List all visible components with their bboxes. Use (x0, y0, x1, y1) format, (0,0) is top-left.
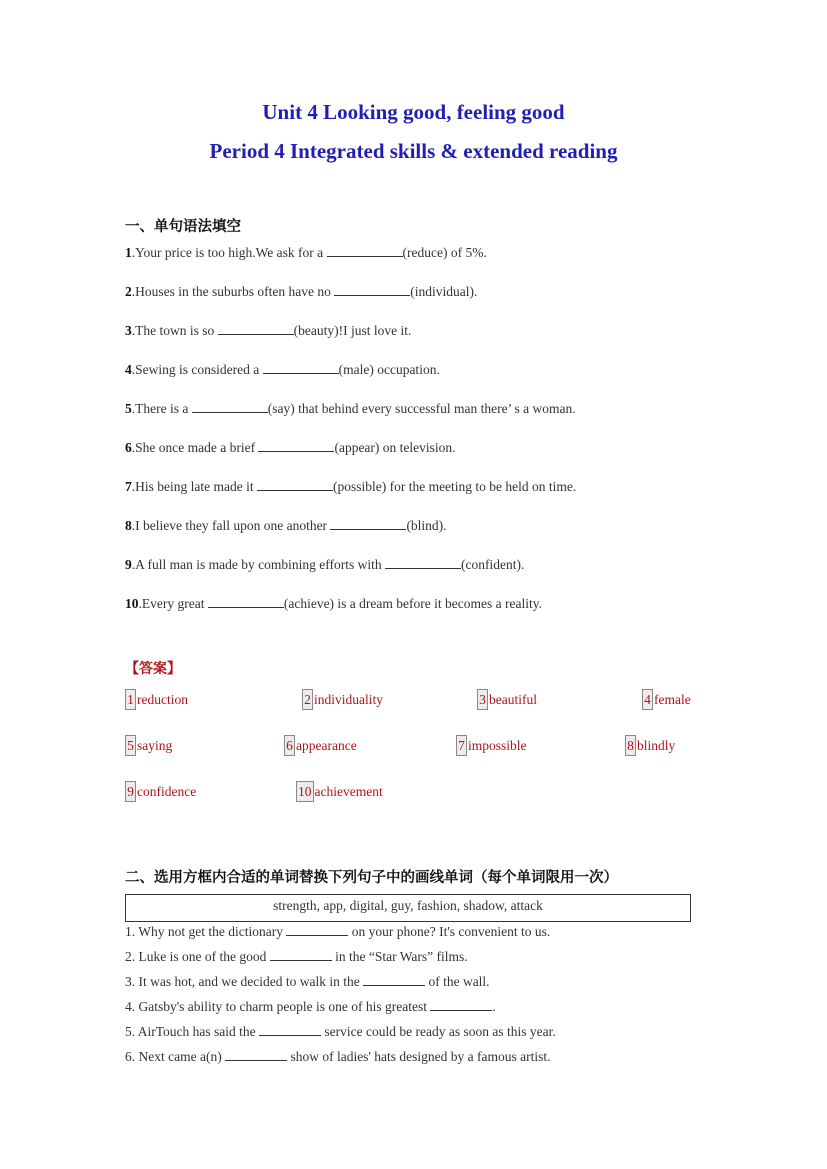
question-text-post: (possible) for the meeting to be held on time. (332, 479, 577, 494)
answer-number: 10 (296, 781, 314, 802)
question-number: 5 (125, 401, 132, 416)
sentence-5 (125, 1023, 556, 1040)
question-10 (125, 595, 542, 612)
answer-item-1 (125, 689, 188, 710)
question-8 (125, 517, 447, 534)
sentence-text-pre: 4. Gatsby's ability to charm people is one of his greatest (125, 999, 431, 1014)
question-text-post: (individual). (410, 284, 478, 299)
answer-blank (286, 923, 348, 936)
answer-number: 6 (284, 735, 295, 756)
sentence-text-post: on your phone? It's convenient to us. (348, 924, 551, 939)
question-text-pre: .Houses in the suburbs often have no (131, 284, 335, 299)
question-number: 6 (125, 440, 132, 455)
answer-word: beautiful (489, 692, 537, 707)
answer-blank (330, 517, 406, 530)
answer-word: impossible (468, 738, 527, 753)
question-9 (125, 556, 524, 573)
answer-number: 9 (125, 781, 136, 802)
question-6 (125, 439, 456, 456)
sentence-text-pre: 1. Why not get the dictionary (125, 924, 287, 939)
word-bank-box: strength, app, digital, guy, fashion, shadow, attack (125, 894, 691, 922)
sentence-text-post: . (492, 999, 496, 1014)
sentence-text-pre: 5. AirTouch has said the (125, 1024, 260, 1039)
answer-blank (218, 322, 294, 335)
answer-item-9 (125, 781, 196, 802)
sentence-text-post: show of ladies' hats designed by a famous artist. (287, 1049, 551, 1064)
sentence-3 (125, 973, 490, 990)
answers-heading: 【答案】 (125, 661, 181, 677)
answer-blank (270, 948, 332, 961)
section2-heading: 二、选用方框内合适的单词替换下列句子中的画线单词（每个单词限用一次） (125, 870, 618, 886)
answer-blank (334, 283, 410, 296)
answer-word: achievement (314, 784, 383, 799)
answer-blank (257, 478, 333, 491)
answer-blank (259, 1023, 321, 1036)
answer-item-6 (284, 735, 357, 756)
answer-blank (430, 998, 492, 1011)
question-text-post: (reduce) of 5%. (402, 245, 487, 260)
sentence-text-post: service could be ready as soon as this year. (321, 1024, 556, 1039)
sentence-text-post: in the “Star Wars” films. (331, 949, 468, 964)
answer-blank (192, 400, 268, 413)
question-text-pre: .I believe they fall upon one another (131, 518, 331, 533)
period-title: Period 4 Integrated skills & extended reading (209, 139, 618, 163)
answer-word: reduction (137, 692, 188, 707)
answer-number: 3 (477, 689, 488, 710)
question-number: 3 (125, 323, 132, 338)
unit-title: Unit 4 Looking good, feeling good (262, 100, 565, 124)
question-text-pre: .She once made a brief (131, 440, 259, 455)
answer-number: 2 (302, 689, 313, 710)
answer-number: 1 (125, 689, 136, 710)
question-text-pre: .There is a (131, 401, 192, 416)
question-text-pre: .A full man is made by combining efforts with (131, 557, 385, 572)
question-number: 1 (125, 245, 132, 260)
answer-number: 5 (125, 735, 136, 756)
sentence-text-post: of the wall. (425, 974, 490, 989)
sentence-text-pre: 3. It was hot, and we decided to walk in the (125, 974, 364, 989)
question-number: 9 (125, 557, 132, 572)
question-number: 7 (125, 479, 132, 494)
answer-blank (327, 244, 403, 257)
answer-number: 4 (642, 689, 653, 710)
answer-word: individuality (314, 692, 383, 707)
answer-blank (208, 595, 284, 608)
question-text-pre: .Sewing is considered a (131, 362, 263, 377)
answer-blank (258, 439, 334, 452)
question-text-post: (blind). (406, 518, 447, 533)
question-text-pre: .The town is so (131, 323, 218, 338)
question-5 (125, 400, 576, 417)
question-text-post: (say) that behind every successful man there’ s a woman. (267, 401, 576, 416)
answer-item-4 (642, 689, 691, 710)
question-1 (125, 244, 487, 261)
answer-word: saying (137, 738, 173, 753)
sentence-text-pre: 6. Next came a(n) (125, 1049, 226, 1064)
answer-item-7 (456, 735, 527, 756)
question-number: 4 (125, 362, 132, 377)
question-number: 10 (125, 596, 139, 611)
question-text-pre: .Your price is too high.We ask for a (131, 245, 327, 260)
sentence-4 (125, 998, 496, 1015)
answer-blank (225, 1048, 287, 1061)
question-2 (125, 283, 477, 300)
answer-item-3 (477, 689, 537, 710)
question-number: 8 (125, 518, 132, 533)
sentence-1 (125, 923, 550, 940)
question-text-post: (achieve) is a dream before it becomes a reality. (283, 596, 542, 611)
answer-number: 8 (625, 735, 636, 756)
question-text-pre: .His being late made it (131, 479, 257, 494)
question-text-pre: .Every great (138, 596, 208, 611)
answer-item-8 (625, 735, 675, 756)
answer-word: appearance (296, 738, 357, 753)
question-text-post: (appear) on television. (334, 440, 456, 455)
sentence-text-pre: 2. Luke is one of the good (125, 949, 270, 964)
answer-blank (263, 361, 339, 374)
question-text-post: (male) occupation. (338, 362, 440, 377)
answer-word: blindly (637, 738, 676, 753)
question-4 (125, 361, 440, 378)
answer-word: female (654, 692, 691, 707)
sentence-2 (125, 948, 468, 965)
question-7 (125, 478, 576, 495)
answer-item-2 (302, 689, 383, 710)
question-number: 2 (125, 284, 132, 299)
answer-item-10 (296, 781, 383, 802)
answer-word: confidence (137, 784, 197, 799)
answer-number: 7 (456, 735, 467, 756)
question-text-post: (confident). (460, 557, 525, 572)
answer-blank (385, 556, 461, 569)
question-3 (125, 322, 411, 339)
answer-item-5 (125, 735, 172, 756)
sentence-6 (125, 1048, 550, 1065)
question-text-post: (beauty)!I just love it. (293, 323, 412, 338)
answer-blank (363, 973, 425, 986)
section1-heading: 一、单句语法填空 (125, 219, 241, 235)
